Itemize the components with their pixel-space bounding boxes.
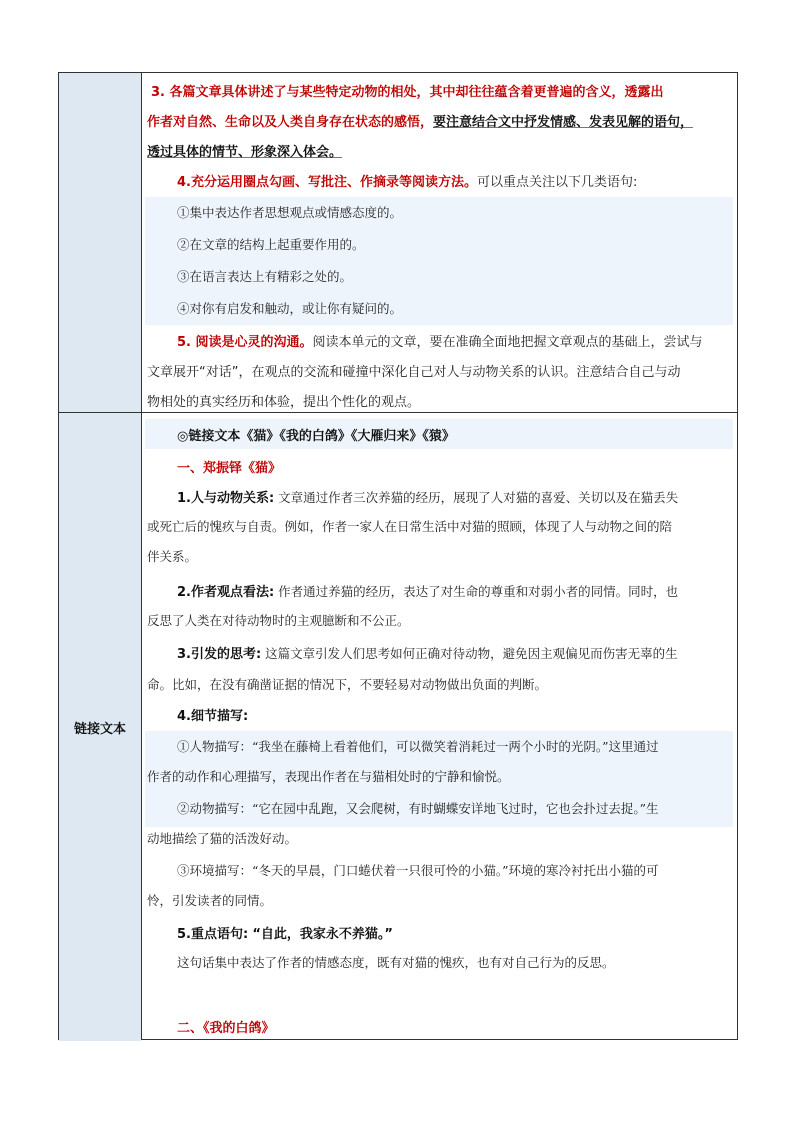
i3-line1-text: 这篇文章引发人们思考如何正确对待动物，避免因主观偏见而伤害无辜的生 bbox=[265, 646, 678, 661]
item-3: ③在语言表达上有精彩之处的。 bbox=[177, 269, 353, 284]
i2-line1 bbox=[177, 581, 678, 600]
d1-line2: 作者的动作和心理描写，表现出作者在与猫相处时的宁静和愉悦。 bbox=[147, 769, 510, 784]
d2-line1: ②动物描写：“它在园中乱跑，又会爬树，有时蝴蝶安详地飞过时，它也会扑过去捉。”生 bbox=[177, 801, 659, 816]
label-column-border bbox=[59, 73, 142, 1039]
i5-line bbox=[177, 923, 393, 942]
i1-line3: 伴关系。 bbox=[147, 549, 198, 564]
row-divider bbox=[59, 412, 737, 413]
section1-title: 一、郑振铎《猫》 bbox=[177, 461, 282, 476]
i5-quote: “自此，我家永不养猫。” bbox=[252, 927, 393, 942]
item-4: ④对你有启发和触动，或让你有疑问的。 bbox=[177, 301, 403, 316]
d2-line2: 动地描绘了猫的活泼好动。 bbox=[147, 831, 298, 846]
p4-rest: 可以重点关注以下几类语句: bbox=[476, 175, 638, 190]
d1-line1: ①人物描写：“我坐在藤椅上看着他们，可以微笑着消耗过一两个小时的光阴。”这里通过 bbox=[177, 739, 659, 754]
p3-line2-emph: 要注意结合文中抒发情感、发表见解的语句， bbox=[433, 115, 694, 130]
item-2: ②在文章的结构上起重要作用的。 bbox=[177, 237, 365, 252]
p4-lead: 4.充分运用圈点勾画、写批注、作摘录等阅读方法。 bbox=[177, 175, 477, 190]
i2-line2: 反思了人类在对待动物时的主观臆断和不公正。 bbox=[147, 613, 410, 628]
p3-line3: 透过具体的情节、形象深入体会。 bbox=[147, 145, 343, 160]
i5-lead: 5.重点语句: bbox=[177, 927, 249, 942]
d3-line1: ③环境描写：“冬天的早晨，门口蜷伏着一只很可怜的小猫。”环境的寒冷衬托出小猫的可 bbox=[177, 863, 659, 878]
content-table bbox=[58, 72, 738, 1040]
p5-line3: 物相处的真实经历和体验，提出个性化的观点。 bbox=[147, 395, 421, 410]
i3-lead: 3.引发的思考: bbox=[177, 647, 262, 662]
p5-lead: 5. 阅读是心灵的沟通。 bbox=[177, 335, 313, 350]
d3-line2: 怜，引发读者的同情。 bbox=[147, 893, 273, 908]
row2-label: 链接文本 bbox=[73, 721, 126, 737]
i1-line1-text: 文章通过作者三次养猫的经历，展现了人对猫的喜爱、关切以及在猫丢失 bbox=[278, 490, 679, 505]
i1-line2: 或死亡后的愧疚与自责。例如，作者一家人在日常生活中对猫的照顾，体现了人与动物之间的陪 bbox=[147, 519, 673, 534]
i3-line2: 命。比如，在没有确凿证据的情况下，不要轻易对动物做出负面的判断。 bbox=[147, 677, 548, 692]
i3-line1 bbox=[177, 643, 678, 662]
p5-line1-text: 阅读本单元的文章，要在准确全面地把握文章观点的基础上，尝试与 bbox=[312, 335, 703, 350]
item-1: ①集中表达作者思想观点或情感态度的。 bbox=[177, 205, 403, 220]
p3-line2 bbox=[147, 111, 693, 130]
i1-line1 bbox=[177, 487, 678, 506]
p5-line1 bbox=[177, 331, 703, 350]
p3-line2-red: 作者对自然、生命以及人类自身存在状态的感悟， bbox=[147, 115, 434, 130]
i2-line1-text: 作者通过养猫的经历，表达了对生命的尊重和对弱小者的同情。同时，也 bbox=[278, 584, 679, 599]
i5-explanation: 这句话集中表达了作者的情感态度，既有对猫的愧疚，也有对自己行为的反思。 bbox=[177, 955, 615, 970]
p3-line1: 3. 各篇文章具体讲述了与某些特定动物的相处，其中却往往蕴含着更普遍的含义，透露出 bbox=[151, 85, 664, 100]
p5-line2: 文章展开“对话”，在观点的交流和碰撞中深化自己对人与动物关系的认识。注意结合自己与动 bbox=[147, 365, 681, 380]
i4-lead: 4.细节描写: bbox=[177, 709, 249, 724]
section2-title: 二、《我的白鸽》 bbox=[177, 1021, 275, 1036]
i2-lead: 2.作者观点看法: bbox=[177, 585, 275, 600]
i1-lead: 1.人与动物关系: bbox=[177, 491, 275, 506]
p4-line bbox=[177, 171, 637, 190]
link-header: ◎链接文本《猫》《我的白鸽》《大雁归来》《猿》 bbox=[177, 429, 455, 444]
